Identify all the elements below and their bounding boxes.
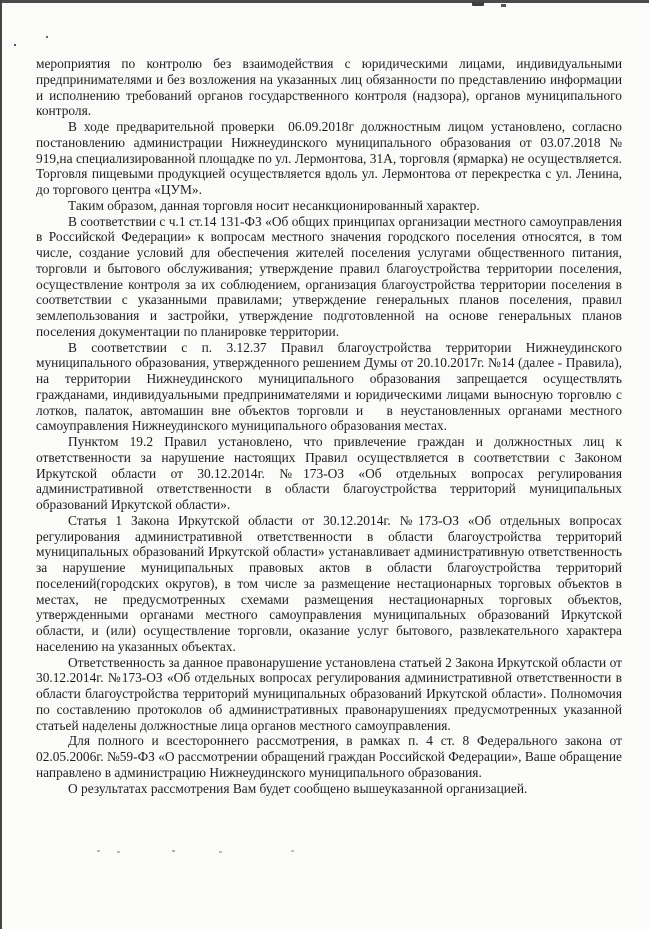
scan-speck [97,850,100,852]
document-paragraph: Пунктом 19.2 Правил установлено, что привлечение граждан и должностных лиц к ответственности за нарушение настоящих Правил осуществляется в соответствии с Законом Иркутской области от 30.12.2014г. №173-ОЗ «Об отдельных вопросах регулирования административной ответственности в области благоустройства территорий муниципальных образований Иркутской области». [36,434,622,512]
scan-speck [172,850,175,852]
document-paragraph: Ответственность за данное правонарушение установлена статьей 2 Закона Иркутской области от 30.12.2014г. №173-ОЗ «Об отдельных вопросах регулирования административной ответственности в области благоустройства территорий муниципальных образований Иркутской области». Полномочия по составлению протоколов об административных правонарушениях предусмотренных указанной статьей наделены должностные лица органов местного самоуправления. [36,654,622,733]
scan-speck [219,851,222,853]
document-text-block [36,56,622,796]
scan-speck [291,850,294,852]
scan-edge-top-strip [0,0,649,3]
scan-speck [472,2,484,6]
scan-edge-left-line [0,0,2,929]
scan-speck [14,44,16,46]
document-paragraph: мероприятия по контролю без взаимодействия с юридическими лицами, индивидуальными предпринимателями и без возложения на указанных лиц обязанности по представлению информации и исполнению требований органов государственного контроля (надзора), органов муниципального контроля. [36,56,622,119]
document-paragraph: В соответствии с ч.1 ст.14 131-ФЗ «Об общих принципах организации местного самоуправления в Российской Федерации» к вопросам местного значения городского поселения относятся, в том числе, создание условий для обеспечения жителей поселения услугами общественного питания, торговли и бытового обслуживания; утверждение правил благоустройства территории поселения, осуществление контроля за их соблюдением, организация благоустройства территории поселения в соответствии с указанными правилами; утверждение генеральных планов поселения, правил землепользования и застройки, утверждение подготовленной на основе генеральных планов поселения документации по планировке территории. [36,213,622,339]
document-paragraph: В ходе предварительной проверки 06.09.2018г должностным лицом установлено, согласно постановлению администрации Нижнеудинского муниципального образования от 03.07.2018 № 919,на специализированной площадке по ул. Лермонтова, 31А, торговля (ярмарка) не осуществляется. Торговля пищевыми продукцией осуществляется вдоль ул. Лермонтова от перекрестка с ул. Ленина, до торгового центра «ЦУМ». [36,119,622,197]
document-paragraph: Таким образом, данная торговля носит несанкционированный характер. [68,197,480,213]
document-paragraph: Для полного и всестороннего рассмотрения, в рамках п. 4 ст. 8 Федерального закона от 02.05.2006г. №59-ФЗ «О рассмотрении обращений граждан Российской Федерации», Ваше обращение направлено в администрацию Нижнеудинского муниципального образования. [36,733,622,780]
document-paragraph: О результатах рассмотрения Вам будет сообщено вышеуказанной организацией. [68,780,528,796]
document-paragraph: В соответствии с п. 3.12.37 Правил благоустройства территории Нижнеудинского муниципального образования, утвержденного решением Думы от 20.10.2017г. №14 (далее - Правила), на территории Нижнеудинского муниципального образования запрещается осуществлять гражданами, индивидуальными предпринимателями и юридическими лицами выносную торговлю с лотков, палаток, автомашин вне объектов торговли и в неустановленных органами местного самоуправления Нижнеудинского муниципального образования местах. [36,339,622,434]
scan-speck [46,36,48,38]
scan-speck [117,851,120,853]
document-paragraph: Статья 1 Закона Иркутской области от 30.12.2014г. №173-ОЗ «Об отдельных вопросах регулирования административной ответственности в области благоустройства территорий муниципальных образований Иркутской области» устанавливает административную ответственность за нарушение муниципальных правовых актов в области благоустройства территорий поселений(городских округов), в том числе за размещение нестационарных торговых объектов в местах, не предусмотренных схемами размещения нестационарных торговых объектов, утвержденными органами местного самоуправления муниципальных образований Иркутской области, и (или) осуществление торговли, оказание услуг бытового, развлекательного характера населению на указанных объектах. [36,512,622,654]
scan-speck [501,4,506,7]
